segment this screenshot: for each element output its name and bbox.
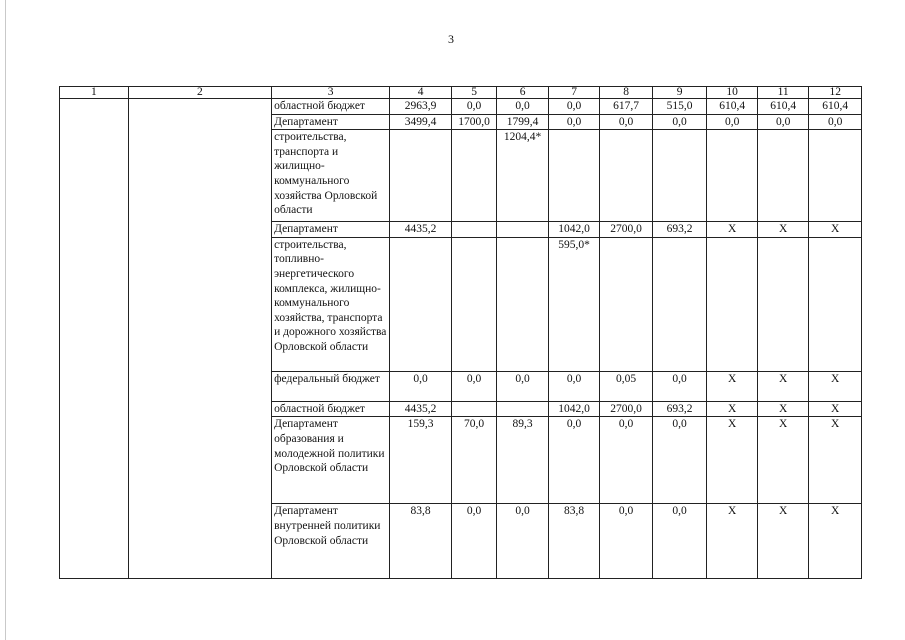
value-cell: 1799,4 bbox=[497, 114, 549, 130]
value-cell: 515,0 bbox=[652, 99, 707, 115]
value-cell bbox=[390, 237, 452, 371]
value-cell: Х bbox=[707, 222, 758, 238]
header-cell: 2 bbox=[128, 87, 271, 99]
value-cell: 595,0* bbox=[548, 237, 600, 371]
value-cell: 0,0 bbox=[390, 371, 452, 401]
value-cell: Х bbox=[809, 504, 862, 579]
value-cell bbox=[497, 237, 549, 371]
value-cell bbox=[497, 222, 549, 238]
value-cell: 0,0 bbox=[451, 504, 496, 579]
value-cell bbox=[652, 237, 707, 371]
value-cell bbox=[451, 401, 496, 417]
value-cell: Х bbox=[707, 417, 758, 504]
value-cell: 1042,0 bbox=[548, 222, 600, 238]
value-cell: Х bbox=[707, 371, 758, 401]
value-cell bbox=[451, 237, 496, 371]
value-cell bbox=[707, 237, 758, 371]
row-label-continued: строительства, топливно-энергетического комплекса, жилищно-коммунального хозяйства, транспорта и дорожного хозяйства Орловской области bbox=[272, 237, 390, 371]
header-row bbox=[60, 87, 862, 99]
header-cell: 12 bbox=[809, 87, 862, 99]
value-cell: 83,8 bbox=[390, 504, 452, 579]
header-cell: 11 bbox=[757, 87, 809, 99]
value-cell bbox=[548, 130, 600, 222]
col2-cell bbox=[128, 99, 271, 579]
value-cell: 0,0 bbox=[652, 504, 707, 579]
value-cell: 0,0 bbox=[548, 99, 600, 115]
table-row bbox=[60, 99, 862, 115]
value-cell: 4435,2 bbox=[390, 222, 452, 238]
header-cell: 1 bbox=[60, 87, 129, 99]
value-cell bbox=[809, 237, 862, 371]
value-cell: 0,0 bbox=[652, 371, 707, 401]
header-cell: 9 bbox=[652, 87, 707, 99]
value-cell: 0,0 bbox=[809, 114, 862, 130]
value-cell bbox=[757, 130, 809, 222]
value-cell: 0,0 bbox=[451, 371, 496, 401]
value-cell: 70,0 bbox=[451, 417, 496, 504]
value-cell: 2700,0 bbox=[600, 401, 653, 417]
value-cell: Х bbox=[757, 401, 809, 417]
value-cell: 610,4 bbox=[707, 99, 758, 115]
header-cell: 3 bbox=[272, 87, 390, 99]
value-cell: Х bbox=[757, 504, 809, 579]
value-cell: 693,2 bbox=[652, 401, 707, 417]
header-cell: 4 bbox=[390, 87, 452, 99]
value-cell: 2963,9 bbox=[390, 99, 452, 115]
value-cell: 2700,0 bbox=[600, 222, 653, 238]
value-cell: 0,0 bbox=[497, 371, 549, 401]
row-label: Департамент bbox=[272, 222, 390, 238]
value-cell: Х bbox=[809, 371, 862, 401]
value-cell: 693,2 bbox=[652, 222, 707, 238]
value-cell bbox=[600, 130, 653, 222]
budget-table bbox=[59, 86, 862, 579]
value-cell: 617,7 bbox=[600, 99, 653, 115]
value-cell bbox=[707, 130, 758, 222]
value-cell bbox=[757, 237, 809, 371]
value-cell: 0,0 bbox=[600, 114, 653, 130]
value-cell: 0,0 bbox=[600, 504, 653, 579]
value-cell: Х bbox=[809, 417, 862, 504]
value-cell: Х bbox=[809, 222, 862, 238]
value-cell: Х bbox=[707, 401, 758, 417]
value-cell: 0,0 bbox=[757, 114, 809, 130]
page-number: 3 bbox=[448, 32, 454, 46]
row-label: федеральный бюджет bbox=[272, 371, 390, 401]
header-cell: 7 bbox=[548, 87, 600, 99]
value-cell: 0,0 bbox=[497, 504, 549, 579]
value-cell: 0,0 bbox=[652, 114, 707, 130]
value-cell: 0,0 bbox=[497, 99, 549, 115]
header-cell: 10 bbox=[707, 87, 758, 99]
value-cell: Х bbox=[757, 222, 809, 238]
value-cell: Х bbox=[707, 504, 758, 579]
value-cell: 0,0 bbox=[548, 417, 600, 504]
value-cell: Х bbox=[757, 417, 809, 504]
value-cell: 0,05 bbox=[600, 371, 653, 401]
value-cell: 1700,0 bbox=[451, 114, 496, 130]
value-cell: 3499,4 bbox=[390, 114, 452, 130]
value-cell bbox=[390, 130, 452, 222]
value-cell: 0,0 bbox=[600, 417, 653, 504]
row-label-continued: строительства, транспорта и жилищно-коммунального хозяйства Орловской области bbox=[272, 130, 390, 222]
value-cell bbox=[600, 237, 653, 371]
value-cell bbox=[652, 130, 707, 222]
value-cell bbox=[451, 130, 496, 222]
value-cell: 1042,0 bbox=[548, 401, 600, 417]
row-label: Департамент bbox=[272, 114, 390, 130]
value-cell: 159,3 bbox=[390, 417, 452, 504]
row-label: областной бюджет bbox=[272, 99, 390, 115]
value-cell bbox=[497, 401, 549, 417]
value-cell: Х bbox=[757, 371, 809, 401]
value-cell: 610,4 bbox=[809, 99, 862, 115]
header-cell: 6 bbox=[497, 87, 549, 99]
value-cell: 1204,4* bbox=[497, 130, 549, 222]
scan-edge-line bbox=[5, 0, 6, 640]
value-cell: 4435,2 bbox=[390, 401, 452, 417]
row-label: областной бюджет bbox=[272, 401, 390, 417]
value-cell: 0,0 bbox=[451, 99, 496, 115]
row-label: Департамент внутренней политики Орловской области bbox=[272, 504, 390, 579]
value-cell: 0,0 bbox=[707, 114, 758, 130]
value-cell: 89,3 bbox=[497, 417, 549, 504]
header-cell: 5 bbox=[451, 87, 496, 99]
value-cell: Х bbox=[809, 401, 862, 417]
value-cell: 83,8 bbox=[548, 504, 600, 579]
header-cell: 8 bbox=[600, 87, 653, 99]
row-label: Департамент образования и молодежной политики Орловской области bbox=[272, 417, 390, 504]
col1-cell bbox=[60, 99, 129, 579]
value-cell: 610,4 bbox=[757, 99, 809, 115]
value-cell bbox=[451, 222, 496, 238]
value-cell: 0,0 bbox=[652, 417, 707, 504]
value-cell: 0,0 bbox=[548, 371, 600, 401]
value-cell bbox=[809, 130, 862, 222]
value-cell: 0,0 bbox=[548, 114, 600, 130]
